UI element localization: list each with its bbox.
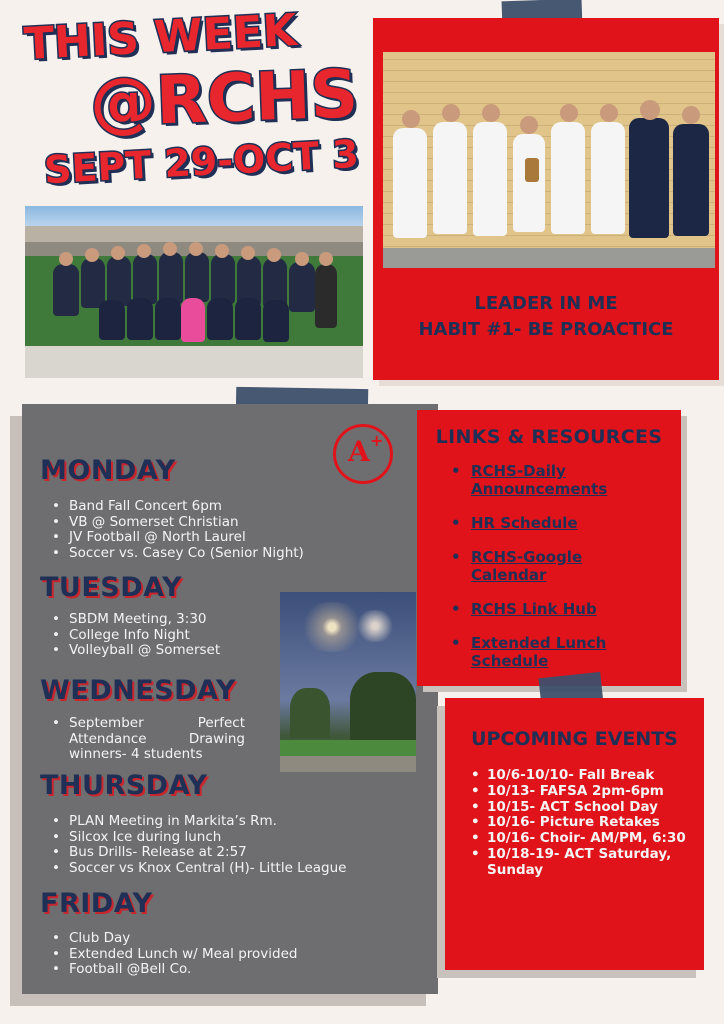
list-item: • Extended Lunch w/ Meal provided: [52, 947, 372, 963]
title-line-2: @RCHS: [88, 55, 360, 142]
list-item: • VB @ Somerset Christian: [52, 515, 372, 531]
links-heading: LINKS & RESOURCES: [435, 426, 663, 448]
list-item: • Bus Drills- Release at 2:57: [52, 845, 422, 861]
upcoming-events-card: [445, 698, 704, 970]
list-item: • Silcox Ice during lunch: [52, 830, 422, 846]
links-list: [451, 462, 661, 686]
list-item: • 10/15- ACT School Day: [471, 800, 693, 816]
thursday-list: [52, 814, 422, 876]
a-plus-icon: A +: [333, 424, 393, 484]
day-heading-monday: MONDAY: [40, 455, 176, 486]
link-daily-announcements[interactable]: RCHS-Daily Announcements: [471, 462, 608, 498]
leader-line-1: LEADER IN ME: [474, 293, 618, 314]
upcoming-list: [471, 768, 693, 879]
list-item: • 10/16- Choir- AM/PM, 6:30: [471, 831, 693, 847]
list-item: • 10/18-19- ACT Saturday, Sunday: [471, 847, 693, 879]
list-item: • 10/6-10/10- Fall Break: [471, 768, 693, 784]
title-line-1: THIS WEEK: [22, 4, 299, 71]
links-resources-card: [417, 410, 681, 686]
monday-list: [52, 499, 372, 561]
golf-team-photo: [383, 52, 715, 268]
link-hr-schedule[interactable]: HR Schedule: [471, 514, 578, 532]
soccer-team-photo: [25, 206, 363, 378]
upcoming-heading: UPCOMING EVENTS: [471, 728, 678, 750]
tuesday-list: [52, 612, 272, 659]
friday-list: [52, 931, 372, 978]
list-item: • Volleyball @ Somerset: [52, 643, 272, 659]
title-line-3: SEPT 29-OCT 3: [43, 131, 360, 193]
list-item: • Club Day: [52, 931, 372, 947]
link-item: [451, 462, 661, 498]
list-item: • College Info Night: [52, 628, 272, 644]
link-item: [451, 600, 661, 618]
leader-card: [373, 18, 719, 380]
list-item: • Band Fall Concert 6pm: [52, 499, 372, 515]
list-item: • Football @Bell Co.: [52, 962, 372, 978]
link-google-calendar[interactable]: RCHS-Google Calendar: [471, 548, 583, 584]
link-item: [451, 548, 661, 584]
leader-caption: [373, 291, 719, 343]
wednesday-list: [52, 716, 245, 763]
link-rchs-link-hub[interactable]: RCHS Link Hub: [471, 600, 597, 618]
list-item: • 10/16- Picture Retakes: [471, 815, 693, 831]
list-item: • Soccer vs Knox Central (H)- Little League: [52, 861, 422, 877]
leader-line-2: HABIT #1- BE PROACTICE: [418, 319, 674, 340]
day-heading-wednesday: WEDNESDAY: [40, 675, 236, 706]
link-item: [451, 514, 661, 532]
day-heading-tuesday: TUESDAY: [40, 572, 183, 603]
fireworks-photo: [280, 592, 416, 772]
list-item: • PLAN Meeting in Markita’s Rm.: [52, 814, 422, 830]
list-item: • September Perfect Attendance Drawing winners- 4 students: [52, 716, 245, 763]
day-heading-thursday: THURSDAY: [40, 770, 208, 801]
day-heading-friday: FRIDAY: [40, 888, 153, 919]
list-item: • Soccer vs. Casey Co (Senior Night): [52, 546, 372, 562]
list-item: • SBDM Meeting, 3:30: [52, 612, 272, 628]
link-extended-lunch-schedule[interactable]: Extended Lunch Schedule: [471, 634, 607, 670]
list-item: • JV Football @ North Laurel: [52, 530, 372, 546]
list-item: • 10/13- FAFSA 2pm-6pm: [471, 784, 693, 800]
link-item: [451, 634, 661, 670]
